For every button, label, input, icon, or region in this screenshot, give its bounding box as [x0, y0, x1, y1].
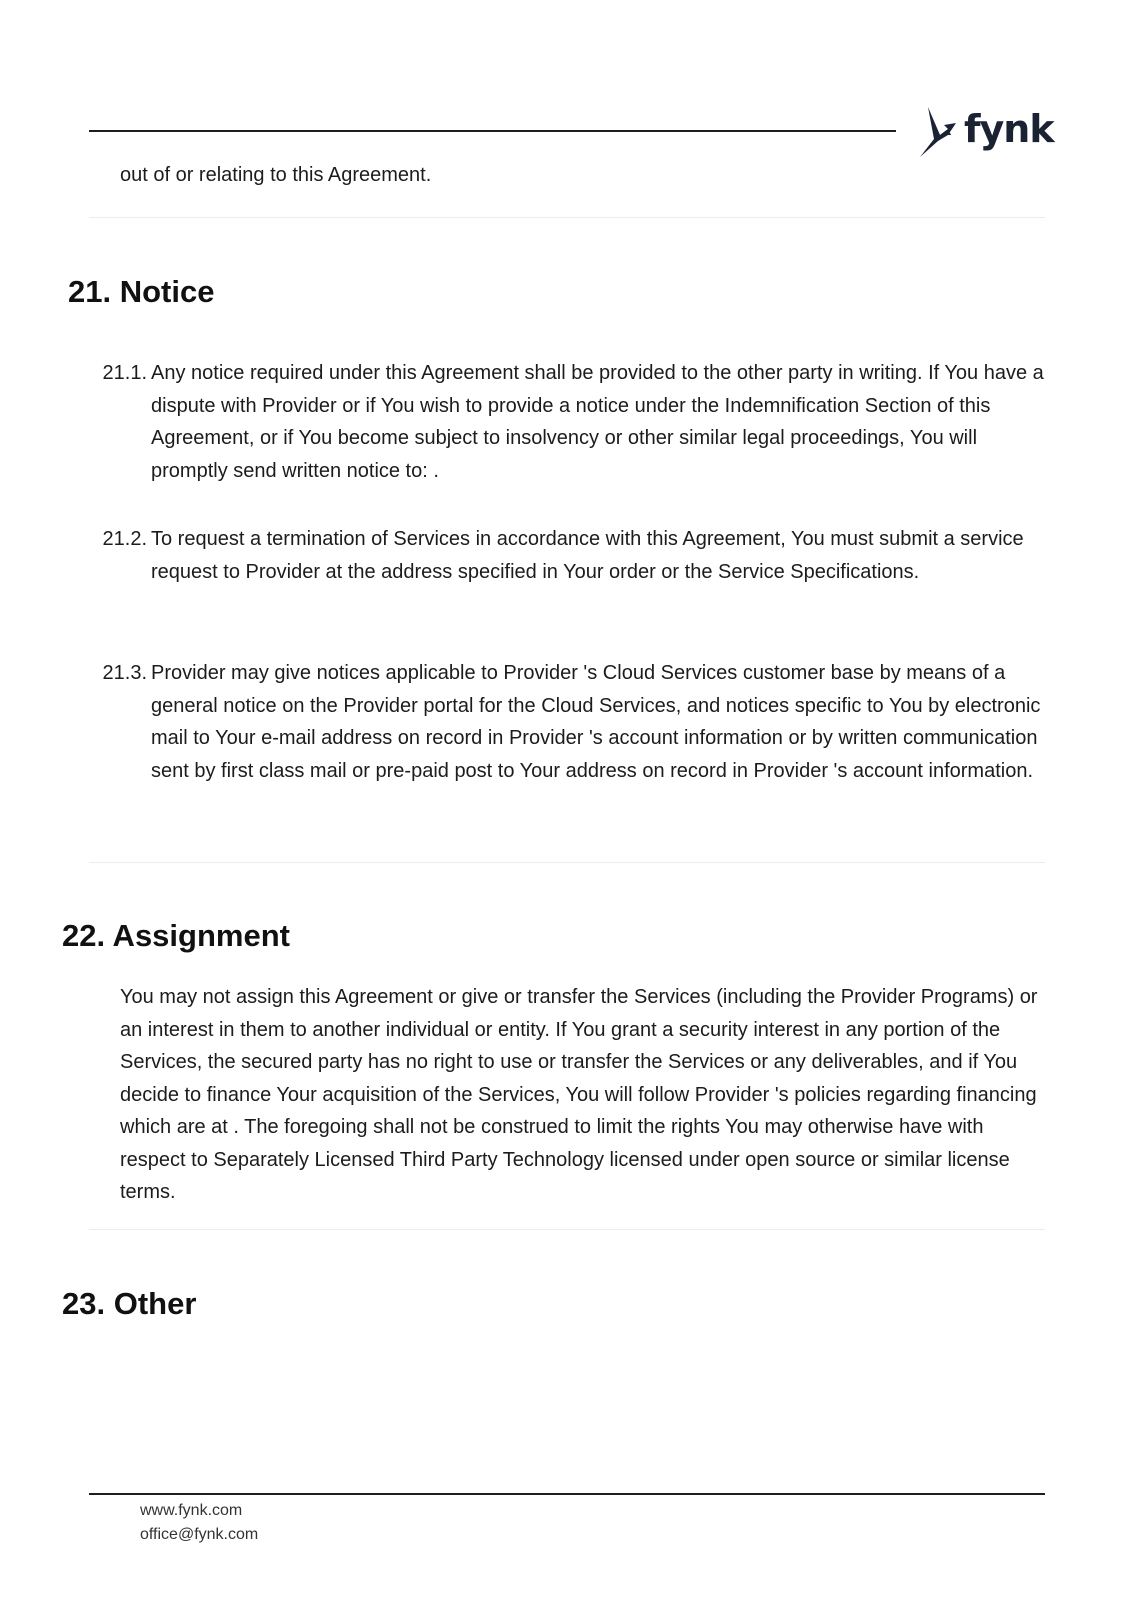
assignment-paragraph: You may not assign this Agreement or give or transfer the Services (including the Provider Programs) or an interest in them to another individual or entity. If You grant a security interest in any portion of the Services, the secured party has no right to use or transfer the Services or any deliverables, and if You decide to finance Your acquisition of the Services, You will follow Provider 's policies regarding financing which are at . The foregoing shall not be construed to limit the rights You may otherwise have with respect to Separately Licensed Third Party Technology licensed under open source or similar license terms.	[120, 986, 1038, 1203]
clause-21-2	[95, 523, 1045, 588]
clause-text: Any notice required under this Agreement shall be provided to the other party in writing. If You have a dispute with Provider or if You wish to provide a notice under the Indemnification Section of this Agreement, or if You become subject to insolvency or other similar legal proceedings, You will promptly send written notice to: .	[151, 362, 1044, 482]
logo-wordmark: fynk	[964, 107, 1054, 151]
footer-email-link[interactable]: office@fynk.com	[140, 1526, 259, 1543]
clause-number: 21.2.	[102, 528, 147, 550]
bird-icon	[918, 105, 958, 159]
clause-number: 21.3.	[102, 662, 147, 684]
section-divider	[89, 217, 1045, 218]
footer-website-link[interactable]: www.fynk.com	[140, 1502, 243, 1519]
header-rule	[89, 130, 896, 132]
intro-paragraph: out of or relating to this Agreement.	[120, 164, 432, 186]
brand-logo[interactable]	[918, 103, 1054, 161]
clause-text: To request a termination of Services in accordance with this Agreement, You must submit a service request to Provider at the address specified in Your order or the Service Specifications.	[151, 528, 1024, 583]
section-heading-other: 23. Other	[62, 1286, 197, 1321]
section-heading-notice: 21. Notice	[68, 274, 215, 309]
clause-text: Provider may give notices applicable to Provider 's Cloud Services customer base by means of a general notice on the Provider portal for the Cloud Services, and notices specific to You by electronic mail to Your e-mail address on record in Provider 's account information or by written communication sent by first class mail or pre-paid post to Your address on record in Provider 's account information.	[151, 662, 1041, 782]
section-divider	[89, 862, 1045, 863]
clause-21-3	[95, 657, 1045, 787]
clause-number: 21.1.	[102, 362, 147, 384]
footer-rule	[89, 1493, 1045, 1495]
clause-21-1	[95, 357, 1045, 487]
section-divider	[89, 1229, 1045, 1230]
section-heading-assignment: 22. Assignment	[62, 918, 290, 953]
